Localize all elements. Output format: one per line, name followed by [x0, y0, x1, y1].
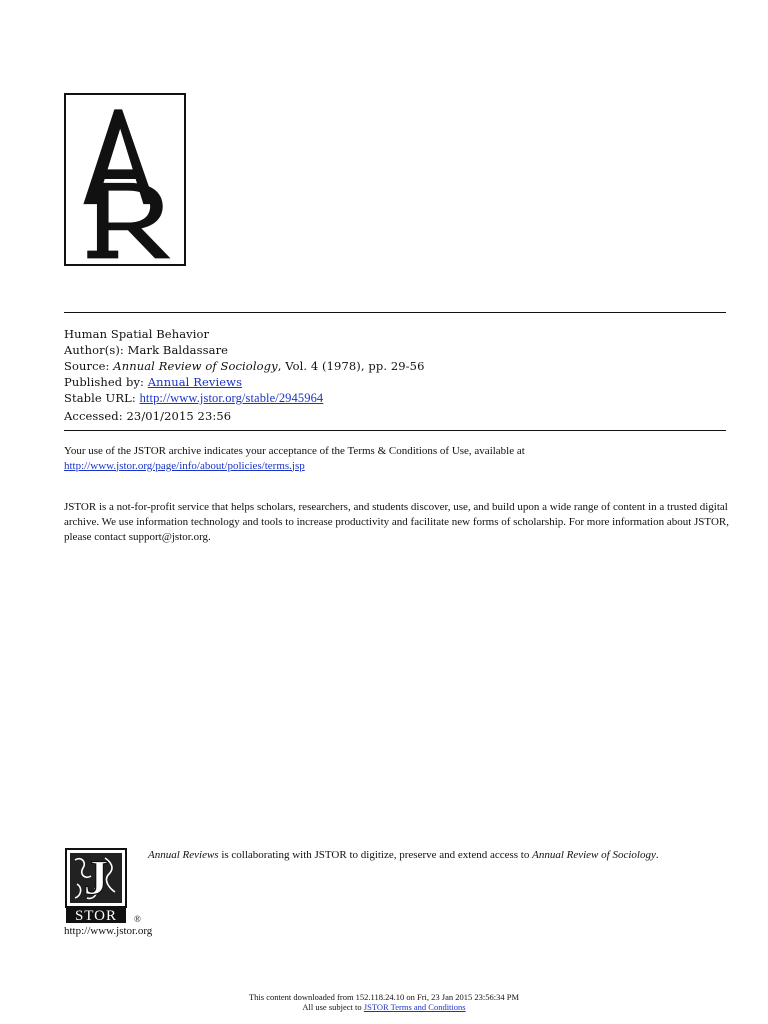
citation-block [64, 326, 425, 424]
stable-url-line [64, 390, 425, 406]
source-details: , Vol. 4 (1978), pp. 29-56 [277, 359, 425, 373]
registered-mark: ® [134, 914, 141, 924]
jstor-logo-j: J [83, 849, 109, 905]
author-name: Mark Baldassare [127, 343, 229, 357]
ar-monogram-icon [66, 95, 184, 264]
publisher-label: Published by: [64, 375, 148, 389]
author-label: Author(s): [64, 343, 128, 357]
terms-text: Your use of the JSTOR archive indicates your acceptance of the Terms & Conditions of Use, available at [64, 445, 525, 457]
jstor-logo [65, 848, 143, 924]
stable-url-link[interactable]: http://www.jstor.org/stable/2945964 [139, 391, 324, 405]
collab-journal: Annual Review of Sociology [532, 849, 656, 861]
publisher-link[interactable]: Annual Reviews [147, 375, 243, 389]
jstor-logo-word: STOR [74, 908, 118, 924]
terms-footer-prefix: All use subject to [302, 1002, 364, 1012]
annual-reviews-logo [64, 93, 186, 266]
collab-end: . [655, 849, 659, 861]
jstor-about-text: JSTOR is a not-for-profit service that helps scholars, researchers, and students discover, use, and build upon a wide range of content in a trusted digital archive. We use information technology and tools to increase productivity and facilitate new forms of scholarship. For more information about JSTOR, please contact support@jstor.org. [64, 501, 729, 543]
author-line [64, 342, 425, 358]
source-journal: Annual Review of Sociology [113, 359, 278, 373]
jstor-emblem-icon [65, 848, 143, 924]
source-line [64, 358, 425, 374]
accessed-line: Accessed: 23/01/2015 23:56 [64, 409, 232, 423]
publisher-line [64, 374, 425, 390]
collab-publisher: Annual Reviews [148, 849, 219, 861]
source-label: Source: [64, 359, 114, 373]
top-divider [64, 312, 726, 313]
download-footer [0, 992, 768, 1012]
terms-footer-line [0, 1002, 768, 1012]
terms-notice [64, 444, 729, 473]
middle-divider [64, 430, 726, 431]
terms-footer-link[interactable]: JSTOR Terms and Conditions [363, 1002, 466, 1012]
download-info: This content downloaded from 152.118.24.10 on Fri, 23 Jan 2015 23:56:34 PM [248, 992, 520, 1002]
jstor-home-url: http://www.jstor.org [64, 925, 153, 937]
terms-link[interactable]: http://www.jstor.org/page/info/about/policies/terms.jsp [64, 459, 305, 472]
collaboration-notice [148, 848, 723, 862]
collab-middle: is collaborating with JSTOR to digitize, preserve and extend access to [218, 849, 533, 861]
article-title: Human Spatial Behavior [64, 327, 210, 341]
stable-url-label: Stable URL: [64, 391, 140, 405]
